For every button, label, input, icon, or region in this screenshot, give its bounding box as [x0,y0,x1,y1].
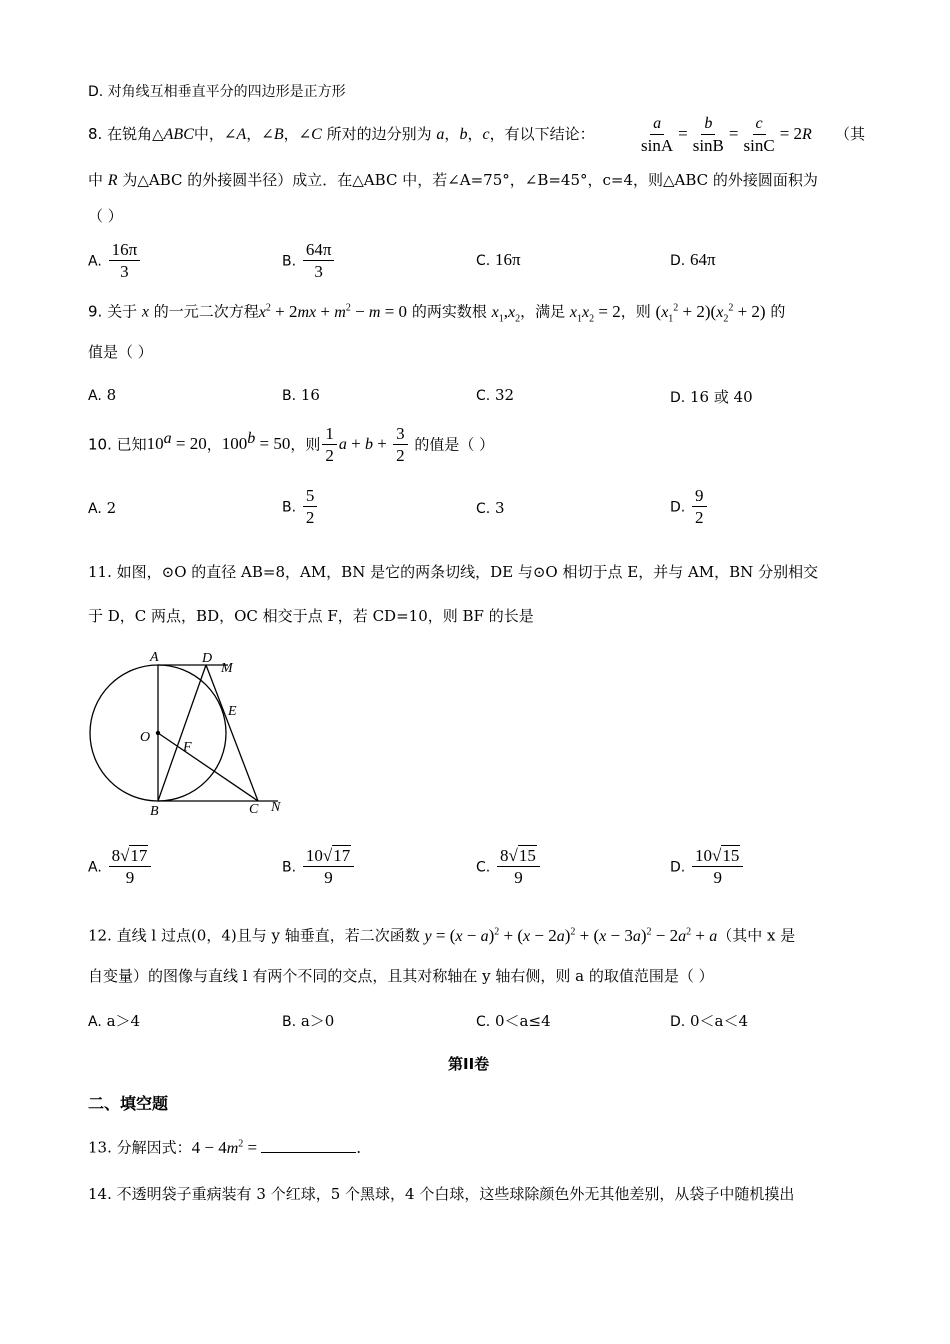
q10-option-b[interactable] [282,486,319,529]
option-text: 8 [106,386,117,404]
q10-text-c: ，则 [290,435,321,454]
label-c: C [249,802,259,817]
q9-text-c: 的两实数根 [411,302,487,321]
option-den: 2 [305,508,315,527]
q11-option-c[interactable]: C. $\frac{8√15}{9}$ [476,846,542,889]
q8-l2-pre: 中 [88,171,104,189]
center-point [156,731,160,735]
q9-text-f: 的 [770,302,786,321]
q9-line1: 9. 关于 x 的一元二次方程$x^2 + 2mx + m^2 - m = 0$ 的两实数根 $x_1,x_2$，满足 $x_1x_2 = 2$，则 $(x_1^2 + 2)(x_2^2 + 2)$ 的 [88,301,786,325]
q8-option-b[interactable] [282,240,336,283]
option-label: C. [476,253,491,269]
option-label: A. [88,1014,102,1030]
q10-text-a: 已知 [116,435,147,454]
option-label: B. [282,253,297,270]
option-label: A. [88,859,102,876]
q8-text-f: ，有以下结论： [489,125,595,143]
option-label: A. [88,388,102,404]
q13-text-b: ． [356,1138,372,1157]
label-n: N [271,800,281,815]
option-coef: 10 [695,846,713,865]
q11-option-b[interactable]: B. $\frac{10√17}{9}$ [282,846,356,889]
option-label: B. [282,859,297,876]
q9-text-a: 关于 [107,302,138,321]
q11-option-d[interactable]: D. $\frac{10√15}{9}$ [670,846,745,889]
q8-text-e: 所对的边分别为 [326,125,432,143]
q10-option-c[interactable] [476,499,505,517]
label-a: A [150,650,159,665]
q10-option-a[interactable] [88,499,116,517]
option-label: A. [88,501,102,517]
option-label: B. [282,499,297,516]
option-label: C. [476,388,491,404]
option-num: 64π [303,240,335,261]
option-text: 0＜a≤4 [495,1012,551,1030]
q9-option-c[interactable] [476,386,514,404]
option-num: 9 [692,486,707,507]
q12-line1: 12. 直线 l 过点(0，4)且与 y 轴垂直，若二次函数 $y = (x - a)^2 + (x - 2a)^2 + (x - 3a)^2 - 2a^2 + a$（其中 x 是 [88,925,796,945]
option-rad: 15 [518,846,536,865]
option-text: a＞0 [300,1012,335,1030]
q8-line1: 8. 在锐角△ABC中，∠A，∠B，∠C 所对的边分别为 a，b，c，有以下结论： [88,125,595,143]
option-den: 9 [514,868,523,887]
geometry-figure [86,645,296,820]
q11-option-a[interactable]: A. $\frac{8√17}{9}$ [88,846,153,889]
option-label: D. [670,1014,686,1030]
q9-text-d: ，满足 [520,302,566,321]
q8-number: 8. [88,125,103,143]
option-label: D. [670,253,686,269]
q8-text-d: ，∠ [283,125,312,143]
q8-law-of-sines: $\frac{a}{\sin A}$ = $\frac{b}{\sin B}$ = $\frac{c}{\sin C}$ = 2R [641,115,812,155]
q8-text-g: （其 [835,125,866,143]
q12-line2: 自变量）的图像与直线 l 有两个不同的交点，且其对称轴在 y 轴右侧，则 a 的取值范围是（ ） [88,967,714,985]
option-coef: 10 [305,846,323,865]
option-text: 3 [495,499,505,517]
q10-option-d[interactable] [670,486,709,529]
q12-option-d[interactable] [670,1010,748,1031]
option-label: A. [88,253,102,270]
q10-text-b: ， [206,435,222,454]
option-label: B. [282,1014,297,1030]
q9-text-b: 的一元二次方程 [153,302,259,321]
q9-option-d[interactable] [670,386,753,407]
option-label: D. [670,390,686,406]
label-m: M [221,661,233,676]
option-label: C. [476,501,491,517]
option-coef: 8 [111,846,121,865]
q9-line2: 值是（ ） [88,343,153,361]
q8-text-c: ，∠ [246,125,274,143]
option-label: B. [282,388,297,404]
q8-text-a: 在锐角 [107,125,153,143]
option-rad: 17 [130,846,148,865]
q10-text-d: 的值是（ ） [414,435,495,454]
label-f: F [183,740,192,755]
option-den: 3 [314,262,323,281]
section-heading: 二、填空题 [88,1094,169,1113]
q13-text-a: 13. 分解因式： [88,1138,192,1157]
part-title: 第II卷 [448,1055,490,1073]
q8-option-a[interactable] [88,240,142,283]
label-e: E [228,704,237,719]
label-b: B [150,804,159,819]
option-coef: 8 [500,846,509,865]
option-text: a＞4 [106,1012,141,1030]
q13-line: 13. 分解因式：$4 - 4m^2$ = ． [88,1137,372,1157]
q9-number: 9. [88,302,103,321]
option-label: C. [476,859,491,876]
option-den: 9 [125,868,135,887]
label-o: O [140,730,151,745]
q9-option-b[interactable] [282,386,320,404]
option-den: 3 [120,262,129,281]
option-text: 16 或 40 [690,388,753,406]
option-label: D. [670,859,686,876]
q12-option-c[interactable] [476,1010,551,1031]
option-num: 16π [109,240,141,261]
q8-text-b: 中，∠ [193,125,237,143]
option-label: D. [670,499,686,516]
q12-option-a[interactable] [88,1010,140,1031]
q8-option-d[interactable] [670,250,716,270]
option-text: 64π [690,250,716,269]
option-rad: 17 [333,846,351,865]
option-text: 32 [495,386,515,404]
option-den: 9 [713,868,722,887]
option-den: 9 [324,868,333,887]
q8-line2: 中 R 为△ABC 的外接圆半径）成立．在△ABC 中，若∠A=75°，∠B=45°，c=4，则△ABC 的外接圆面积为 [88,171,818,189]
q11-line2: 于 D，C 两点，BD，OC 相交于点 F，若 CD=10，则 BF 的长是 [88,607,534,625]
q8-option-c[interactable] [476,250,521,270]
q8-line3: （ ） [88,207,123,225]
q12-option-b[interactable] [282,1010,334,1031]
option-text: 0＜a＜4 [690,1012,749,1030]
q8-l2-text: 为△ABC 的外接圆半径）成立．在△ABC 中，若∠A=75°，∠B=45°，c=4，则△ABC 的外接圆面积为 [122,171,818,189]
q14-line: 14. 不透明袋子重病装有 3 个红球，5 个黑球，4 个白球，这些球除颜色外无其他差别，从袋子中随机摸出 [88,1185,795,1203]
segment-oc [158,733,258,801]
option-text: 16π [495,250,521,269]
option-text: 16 [300,386,320,404]
option-den: 2 [695,508,704,527]
q11-line1: 11. 如图，⊙O 的直径 AB=8，AM，BN 是它的两条切线，DE 与⊙O 相切于点 E，并与 AM，BN 分别相交 [88,563,819,581]
option-rad: 15 [722,846,740,865]
q10-line: 10. 已知$10^a = 20$，$100^b = 50$，则 $\frac{1}{2}$ a + b + $\frac{3}{2}$ 的值是（ ） [88,424,495,465]
answer-blank[interactable] [261,1140,356,1153]
segment-bd [158,665,206,801]
q7-option-d: D. 对角线互相垂直平分的四边形是正方形 [88,84,346,100]
option-num: 5 [303,486,318,507]
option-label: C. [476,1014,491,1030]
q12-text-b: （其中 x 是 [717,926,796,945]
option-text: 2 [106,499,117,517]
label-d: D [202,651,213,666]
q12-text-a: 12. 直线 l 过点(0，4)且与 y 轴垂直，若二次函数 [88,926,420,945]
q9-text-e: ，则 [620,302,651,321]
tangent-dc [206,665,258,801]
q9-option-a[interactable] [88,386,116,404]
q10-number: 10. [88,435,112,454]
